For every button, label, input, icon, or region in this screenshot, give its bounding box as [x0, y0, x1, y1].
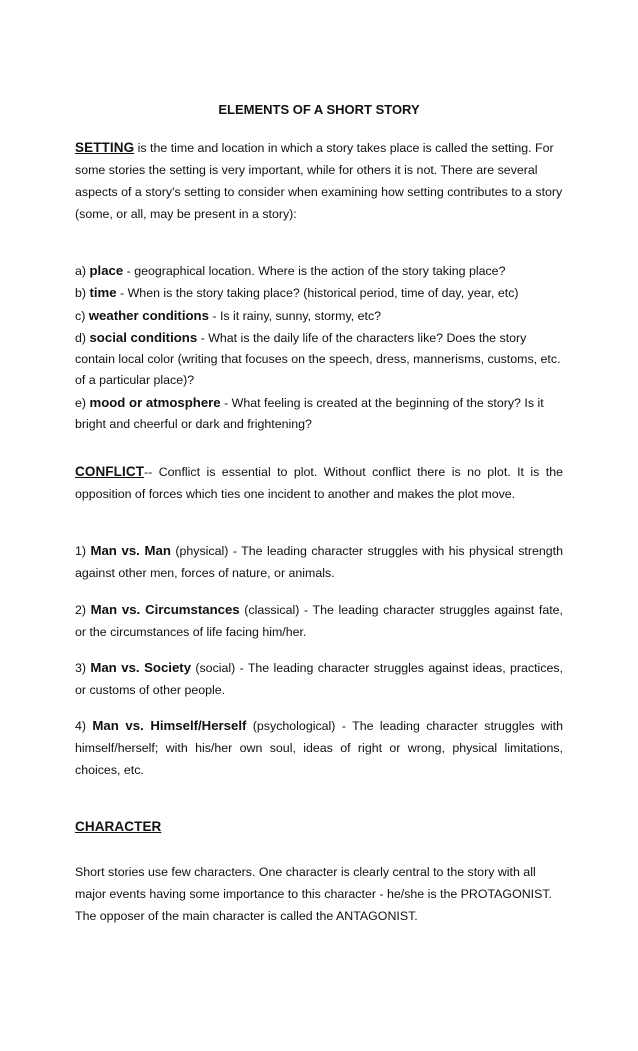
- list-marker: 1): [75, 544, 91, 558]
- list-marker: b): [75, 286, 90, 301]
- conflict-term-man-vs-circumstances: Man vs. Circumstances: [90, 602, 240, 617]
- aspect-description: - geographical location. Where is the action of the story taking place?: [123, 264, 506, 278]
- aspect-term-weather: weather conditions: [88, 307, 209, 323]
- list-marker: a): [75, 264, 90, 278]
- aspect-term-place: place: [89, 263, 124, 278]
- conflict-intro-text: -- Conflict is essential to plot. Without conflict there is no plot. It is the opposition of forces which ties one incident to another and makes the plot move.: [75, 465, 563, 501]
- aspect-description: - What is the daily life of the characters like? Does the story contain local color (writing that focuses on the speech, dress, mannerisms, customs, etc. of a particular place)?: [75, 330, 561, 388]
- conflict-description: (psychological) - The leading character struggles with himself/herself; with his/her own soul, ideas of right or wrong, physical limitations, choices, etc.: [75, 719, 563, 777]
- aspect-term-mood: mood or atmosphere: [89, 394, 221, 410]
- conflict-intro-paragraph: [75, 461, 563, 505]
- setting-aspect-item: [75, 282, 563, 304]
- conflict-description: (classical) - The leading character struggles against fate, or the circumstances of life facing him/her.: [75, 603, 563, 639]
- list-marker: c): [75, 308, 89, 323]
- conflict-type-item: [75, 657, 563, 701]
- conflict-term-man-vs-man: Man vs. Man: [90, 543, 171, 558]
- setting-intro-paragraph: [75, 137, 563, 225]
- setting-intro-text: is the time and location in which a story takes place is called the setting. For some stories the setting is very important, while for others it is not. There are several aspects of a story's setting to consider when examining how setting contributes to a story (some, or all, may be present in a story):: [75, 141, 563, 221]
- list-marker: 2): [75, 603, 91, 617]
- setting-aspect-item: [75, 305, 563, 327]
- conflict-type-item: [75, 715, 563, 781]
- conflict-term-man-vs-himself: Man vs. Himself/Herself: [92, 718, 247, 733]
- setting-aspects-list: [75, 260, 563, 435]
- list-marker: 4): [75, 719, 93, 733]
- conflict-description: (physical) - The leading character struggles with his physical strength against other men, forces of nature, or animals.: [75, 544, 563, 580]
- character-paragraph: Short stories use few characters. One character is clearly central to the story with all major events having some importance to this character - he/she is the PROTAGONIST. The opposer of the main character is called the ANTAGONIST.: [75, 865, 553, 923]
- aspect-description: - Is it rainy, sunny, stormy, etc?: [208, 308, 382, 323]
- aspect-description: - When is the story taking place? (historical period, time of day, year, etc): [116, 286, 519, 301]
- character-heading: CHARACTER: [75, 819, 162, 834]
- conflict-term-man-vs-society: Man vs. Society: [90, 660, 192, 675]
- setting-aspect-item: [75, 260, 563, 282]
- conflict-description: (social) - The leading character struggles against ideas, practices, or customs of other people.: [75, 661, 563, 697]
- conflict-type-item: [75, 540, 563, 584]
- aspect-term-social: social conditions: [89, 329, 198, 345]
- list-marker: e): [75, 395, 90, 410]
- character-heading-wrap: [75, 819, 563, 834]
- document-title: ELEMENTS OF A SHORT STORY: [218, 102, 420, 117]
- aspect-term-time: time: [89, 285, 117, 301]
- setting-aspect-item: [75, 392, 563, 436]
- conflict-type-item: [75, 599, 563, 643]
- conflict-heading: CONFLICT: [75, 464, 145, 479]
- setting-heading: SETTING: [75, 140, 135, 155]
- list-marker: 3): [75, 661, 91, 675]
- aspect-description: - What feeling is created at the beginning of the story? Is it bright and cheerful or dark and frightening?: [75, 395, 544, 432]
- setting-aspect-item: [75, 327, 563, 392]
- list-marker: d): [75, 330, 90, 345]
